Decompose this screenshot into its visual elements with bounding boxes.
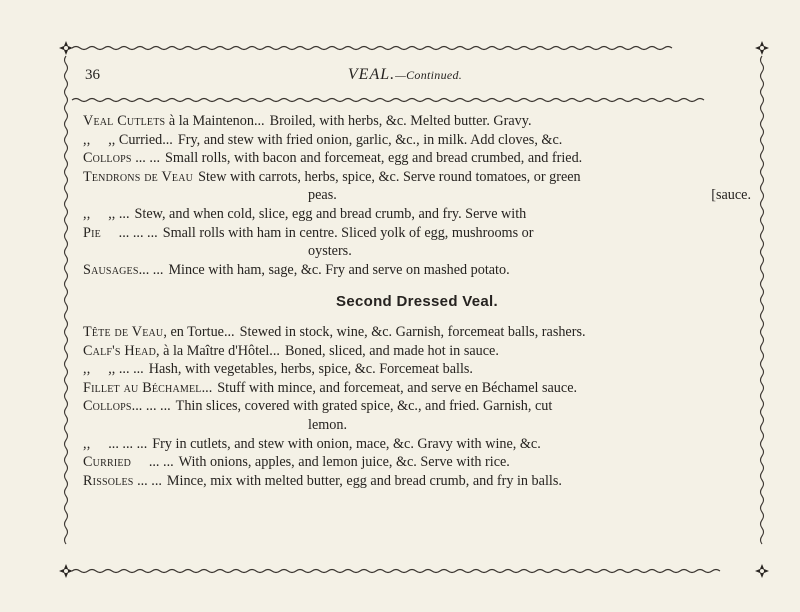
- recipe-leader: ,, ... ...: [90, 361, 144, 378]
- recipe-text: Hash, with vegetables, herbs, spice, &c. Forcemeat balls.: [148, 361, 473, 378]
- recipe-text: Stuff with mince, and forcemeat, and serve en Béchamel sauce.: [217, 379, 578, 396]
- recipe-description: [173, 131, 751, 150]
- recipe-name: Fillet au Béchamel: [83, 379, 202, 396]
- continuation-text: lemon.: [308, 416, 348, 433]
- recipe-entry: [83, 149, 751, 168]
- recipe-label: [83, 112, 265, 131]
- recipe-text: Boned, sliced, and made hot in sauce.: [284, 342, 499, 359]
- recipe-entry: [83, 435, 751, 454]
- recipe-leader: à la Maintenon...: [165, 113, 265, 129]
- recipe-label: [83, 261, 163, 280]
- recipe-leader: , en Tortue...: [163, 323, 235, 340]
- running-title: [85, 66, 725, 84]
- recipe-name: Curried: [83, 454, 132, 471]
- recipe-label: [83, 224, 158, 243]
- recipe-name: Rissoles: [83, 472, 134, 489]
- recipe-text: Stew with carrots, herbs, spice, &c. Serve round tomatoes, or green: [198, 168, 581, 185]
- recipe-name: Tête de Veau: [83, 323, 164, 340]
- corner-ornament-bottom-right-icon: [755, 564, 769, 578]
- recipe-description: [193, 168, 751, 187]
- recipe-entry: [83, 453, 751, 472]
- recipe-description: [280, 342, 751, 361]
- recipe-text: Thin slices, covered with grated spice, &c., and fried. Garnish, cut: [175, 398, 553, 415]
- section-heading: [83, 293, 751, 312]
- recipe-leader: ... ... ...: [131, 398, 171, 415]
- recipe-entry: [83, 360, 751, 379]
- recipe-description: [212, 379, 751, 398]
- right-wavy-rule: [761, 56, 764, 544]
- recipe-entry: [83, 379, 751, 398]
- recipe-leader: ... ...: [133, 472, 162, 489]
- recipe-description: [174, 453, 751, 472]
- recipe-text: Fry, and stew with fried onion, garlic, &c., in milk. Add cloves, &c.: [177, 131, 563, 148]
- recipe-list: [83, 112, 751, 490]
- recipe-text: Small rolls, with bacon and forcemeat, egg and bread crumbed, and fried.: [165, 150, 583, 167]
- corner-ornament-top-right-icon: [755, 41, 769, 55]
- running-title-main: VEAL.: [347, 66, 396, 83]
- recipe-label: [83, 205, 130, 224]
- recipe-label: [83, 168, 193, 187]
- recipe-continuation: [83, 242, 751, 261]
- recipe-name: Collops: [83, 150, 132, 167]
- recipe-label: [83, 360, 144, 379]
- recipe-entry: [83, 168, 751, 187]
- bottom-wavy-rule: [72, 570, 720, 573]
- recipe-description: [265, 112, 751, 131]
- header-wavy-rule: [72, 99, 704, 102]
- recipe-leader: ...: [201, 379, 213, 396]
- recipe-entry: [83, 323, 751, 342]
- recipe-leader: ... ... ...: [100, 224, 158, 241]
- recipe-name: Calf's Head: [83, 342, 157, 359]
- recipe-leader: ... ...: [138, 261, 164, 278]
- continuation-right: [sauce.: [711, 187, 751, 204]
- recipe-name: ,,: [83, 435, 91, 452]
- recipe-label: [83, 379, 212, 398]
- recipe-description: [158, 224, 751, 243]
- recipe-text: With onions, apples, and lemon juice, &c. Serve with rice.: [178, 454, 510, 471]
- recipe-entry: [83, 205, 751, 224]
- recipe-description: [144, 360, 751, 379]
- recipe-continuation: [83, 416, 751, 435]
- recipe-text: Stewed in stock, wine, &c. Garnish, forcemeat balls, rashers.: [239, 323, 586, 340]
- recipe-leader: , à la Maître d'Hôtel...: [156, 342, 280, 359]
- continuation-text: oysters.: [308, 243, 352, 260]
- continuation-text: peas.: [308, 187, 337, 204]
- recipe-description: [235, 323, 751, 342]
- recipe-name: Tendrons de Veau: [83, 168, 194, 185]
- section-second-dressed: [83, 323, 751, 490]
- recipe-label: [83, 435, 147, 454]
- recipe-name: Pie: [83, 224, 101, 241]
- recipe-label: [83, 453, 174, 472]
- recipe-text: Fry in cutlets, and stew with onion, mace, &c. Gravy with wine, &c.: [152, 435, 541, 452]
- recipe-label: [83, 149, 160, 168]
- recipe-label: [83, 397, 171, 416]
- recipe-leader: ... ...: [131, 150, 161, 167]
- page-header: [85, 67, 725, 89]
- recipe-text: Broiled, with herbs, &c. Melted butter. Gravy.: [269, 113, 532, 129]
- left-wavy-rule: [65, 56, 68, 544]
- recipe-continuation: [83, 186, 751, 205]
- recipe-label: [83, 131, 173, 150]
- recipe-text: Small rolls with ham in centre. Sliced yolk of egg, mushrooms or: [162, 224, 534, 241]
- recipe-description: [162, 472, 751, 491]
- running-title-sub: —Continued.: [395, 68, 463, 82]
- recipe-text: Stew, and when cold, slice, egg and bread crumb, and fry. Serve with: [134, 205, 527, 222]
- recipe-description: [130, 205, 751, 224]
- recipe-description: [147, 435, 751, 454]
- recipe-leader: ... ... ...: [90, 435, 148, 452]
- recipe-label: [83, 472, 162, 491]
- recipe-text: Mince, mix with melted butter, egg and bread crumb, and fry in balls.: [166, 472, 562, 489]
- recipe-leader: ,, ...: [90, 205, 130, 222]
- recipe-label: [83, 342, 280, 361]
- recipe-entry: [83, 397, 751, 416]
- recipe-description: [163, 261, 751, 280]
- recipe-leader: ,, Curried...: [90, 131, 173, 148]
- recipe-description: [160, 149, 751, 168]
- recipe-entry: [83, 131, 751, 150]
- corner-ornament-top-left-icon: [59, 41, 73, 55]
- recipe-name: Sausages: [83, 261, 139, 278]
- recipe-entry: [83, 261, 751, 280]
- recipe-text: Mince with ham, sage, &c. Fry and serve on mashed potato.: [168, 261, 510, 278]
- recipe-description: [171, 397, 751, 416]
- recipe-name: ,,: [83, 361, 91, 378]
- recipe-entry: [83, 472, 751, 491]
- corner-ornament-bottom-left-icon: [59, 564, 73, 578]
- top-wavy-rule: [72, 47, 672, 50]
- section-first-dressed: [83, 112, 751, 279]
- recipe-entry: [83, 342, 751, 361]
- recipe-name: Veal Cutlets: [83, 113, 166, 129]
- recipe-entry: [83, 224, 751, 243]
- recipe-entry: [83, 112, 751, 131]
- section-title: Second Dressed Veal.: [336, 293, 498, 311]
- recipe-name: ,,: [83, 131, 91, 148]
- page-number: 36: [85, 67, 100, 83]
- recipe-name: Collops: [83, 398, 132, 415]
- recipe-label: [83, 323, 235, 342]
- recipe-leader: ... ...: [131, 454, 174, 471]
- recipe-name: ,,: [83, 205, 91, 222]
